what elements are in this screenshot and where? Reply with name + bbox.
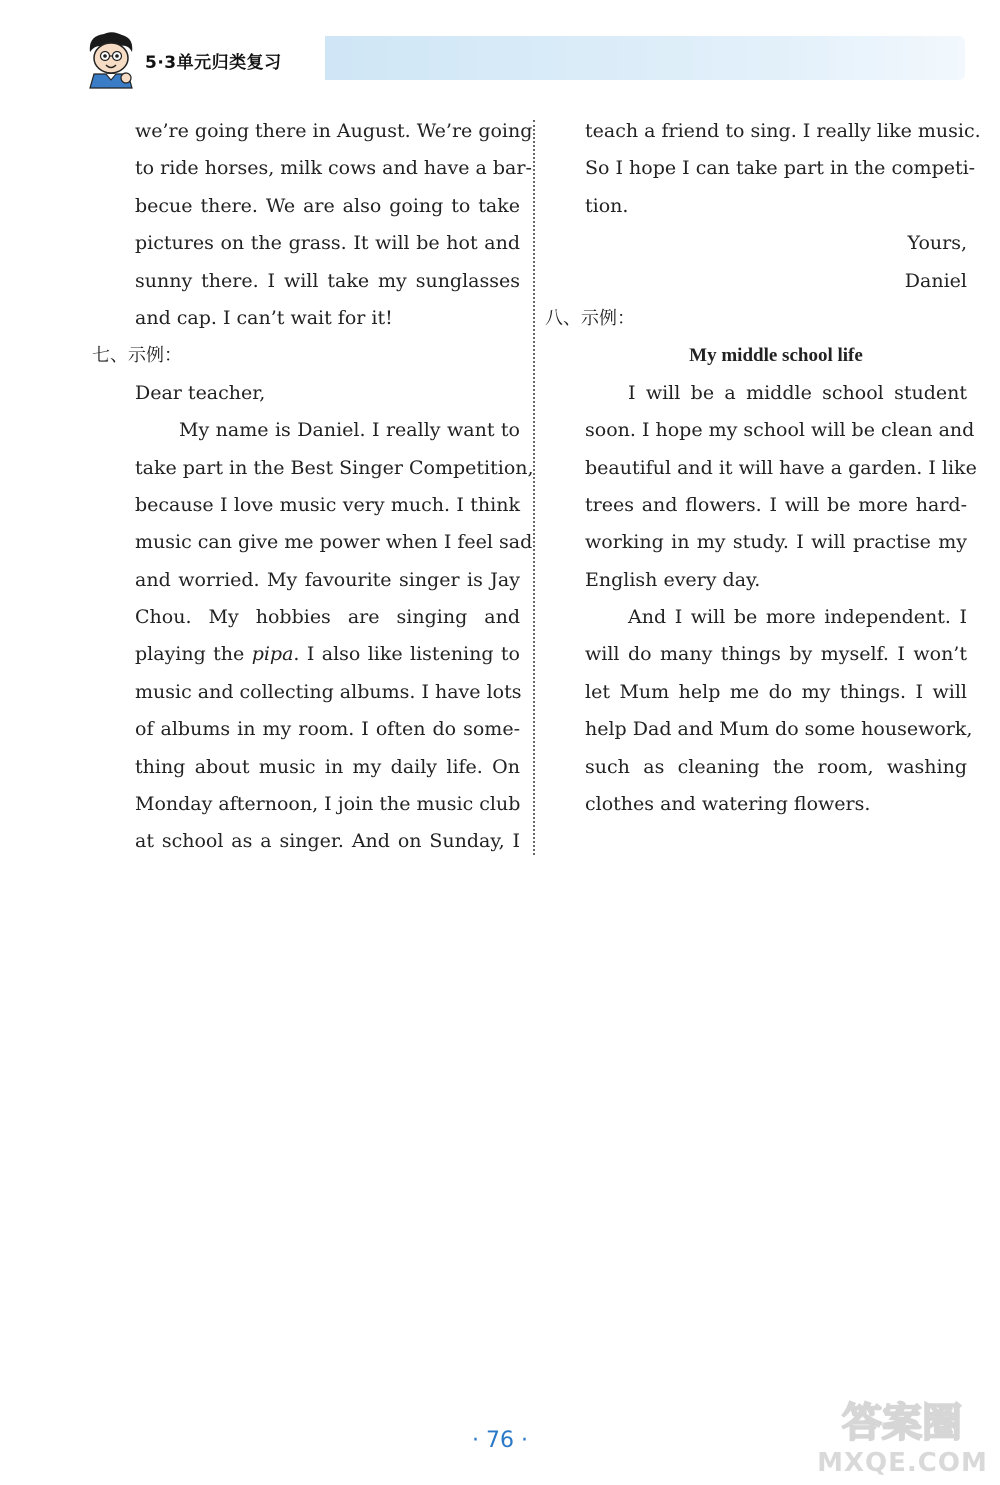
text-line: we’re going there in August. We’re going [135, 120, 533, 142]
text-line: and worried. My favourite singer is Jay [135, 568, 520, 591]
text-segment: playing the [135, 643, 252, 666]
watermark [815, 1390, 990, 1480]
mascot-icon [82, 30, 138, 90]
text-line: sunny there. I will take my sunglasses [135, 269, 520, 292]
text-line: tion. [585, 194, 629, 217]
text-line: teach a friend to sing. I really like music. [585, 120, 981, 142]
text-line: beautiful and it will have a garden. I like [585, 456, 977, 479]
text-line: such as cleaning the room, washing [585, 755, 967, 778]
text-line: clothes and watering flowers. [585, 793, 871, 816]
letter-closing: Yours, [907, 232, 967, 255]
watermark-text: MXQE.COM [817, 1448, 988, 1478]
text-line: trees and flowers. I will be more hard- [585, 493, 967, 516]
right-column [545, 113, 981, 823]
text-line: at school as a singer. And on Sunday, I [135, 830, 520, 853]
text-line: So I hope I can take part in the competi- [585, 157, 976, 180]
text-line: working in my study. I will practise my [585, 531, 967, 554]
text-segment: . I also like listening to [293, 643, 520, 666]
section-8-label: 八、示例： [545, 307, 635, 329]
text-line: help Dad and Mum do some housework, [585, 718, 973, 741]
section-7-label: 七、示例： [92, 345, 182, 367]
text-line: becue there. We are also going to take [135, 194, 520, 217]
text-line-pipa [92, 636, 520, 673]
essay-title: My middle school life [689, 345, 863, 367]
text-line: will do many things by myself. I won’t [585, 643, 967, 666]
text-line: let Mum help me do my things. I will [585, 680, 967, 703]
letter-signature: Daniel [904, 269, 967, 292]
page-number: · 76 · [472, 1428, 528, 1453]
text-line: pictures on the grass. It will be hot and [135, 232, 520, 255]
text-line: and cap. I can’t wait for it! [135, 306, 393, 329]
series-title: 5·3单元归类复习 [145, 53, 282, 73]
left-column [92, 113, 534, 861]
column-divider [533, 120, 535, 855]
text-line: take part in the Best Singer Competition, [135, 456, 534, 479]
text-line: of albums in my room. I often do some- [135, 718, 520, 741]
page-header [0, 0, 1000, 100]
text-line: English every day. [585, 568, 761, 591]
watermark-logo-icon [815, 1390, 990, 1450]
text-line: soon. I hope my school will be clean and [585, 419, 975, 442]
watermark-logo-text: 答案圈 [842, 1400, 962, 1446]
text-line: My name is Daniel. I really want to [179, 419, 520, 442]
letter-salutation: Dear teacher, [135, 381, 266, 404]
text-line: because I love music very much. I think [135, 493, 520, 516]
text-line: music can give me power when I feel sad [135, 531, 533, 554]
text-line: Monday afternoon, I join the music club [135, 793, 521, 816]
text-line: And I will be more independent. I [628, 606, 967, 629]
header-banner [325, 36, 965, 80]
text-line: music and collecting albums. I have lots [135, 680, 522, 703]
text-line: thing about music in my daily life. On [135, 755, 520, 778]
text-line: Chou. My hobbies are singing and [135, 606, 520, 629]
text-line: I will be a middle school student [628, 381, 967, 404]
text-line: to ride horses, milk cows and have a bar- [135, 157, 532, 180]
pipa-word: pipa [251, 643, 294, 666]
